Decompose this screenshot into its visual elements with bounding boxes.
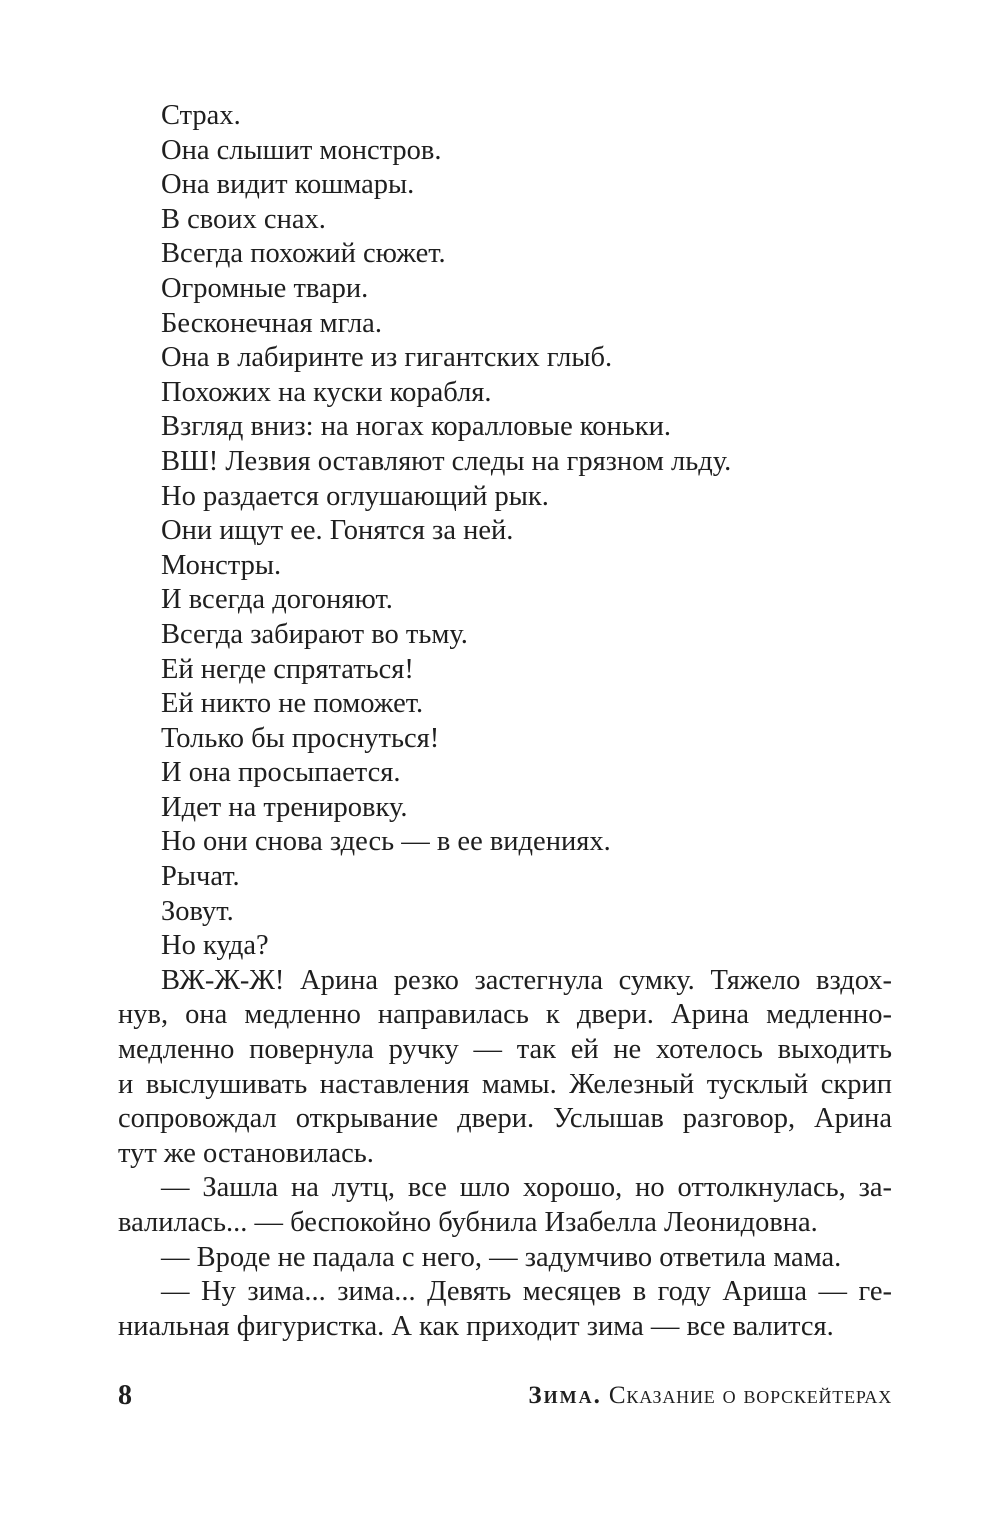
verse-line: Они ищут ее. Гонятся за ней. <box>161 515 514 547</box>
paragraph-line: ВЖ-Ж-Ж! Арина резко застегнула сумку. Тяжело вздох- <box>161 964 892 996</box>
verse-line: И она просыпается. <box>161 757 401 789</box>
verse-line: Она слышит монстров. <box>161 134 442 166</box>
verse-line: Ей негде спрятаться! <box>161 653 414 685</box>
verse-line: Бесконечная мгла. <box>161 307 382 339</box>
verse-line: Но куда? <box>161 930 269 962</box>
verse-line: Страх. <box>161 100 241 131</box>
verse-line: Взгляд вниз: на ногах коралловые коньки. <box>161 411 671 443</box>
paragraph-line: и выслушивать наставления мамы. Железный тусклый скрип <box>118 1068 892 1100</box>
verse-line: Всегда забирают во тьму. <box>161 618 468 650</box>
paragraph <box>118 1275 892 1344</box>
running-title-main: Зима. <box>528 1382 602 1409</box>
verse-line: Идет на тренировку. <box>161 791 408 823</box>
paragraph-line: — Вроде не падала с него, — задумчиво ответила мама. <box>161 1241 842 1273</box>
running-title-sub: Сказание о ворскейтерах <box>608 1382 892 1409</box>
verse-line: И всегда догоняют. <box>161 584 393 616</box>
paragraph-line: медленно повернула ручку — так ей не хотелось выходить <box>118 1034 892 1066</box>
verse-line: Похожих на куски корабля. <box>161 376 492 408</box>
paragraph <box>118 964 892 1172</box>
verse-line: Только бы проснуться! <box>161 722 440 754</box>
verse-line: В своих снах. <box>161 203 326 235</box>
verse-line: ВШ! Лезвия оставляют следы на грязном льду. <box>161 445 732 477</box>
page-footer <box>118 1376 892 1416</box>
verse-line: Огромные твари. <box>161 272 369 304</box>
verse-line: Она в лабиринте из гигантских глыб. <box>161 342 613 374</box>
verse-line: Зовут. <box>161 895 234 927</box>
paragraph-line: — Зашла на лутц, все шло хорошо, но оттолкнулась, за- <box>161 1172 892 1204</box>
verse-line: Но они снова здесь — в ее видениях. <box>161 826 611 858</box>
verse-line: Всегда похожий сюжет. <box>161 238 446 270</box>
verse-line: Ей никто не поможет. <box>161 688 424 720</box>
page-number: 8 <box>118 1380 132 1411</box>
verse-line: Монстры. <box>161 549 282 581</box>
paragraph-line: тут же остановилась. <box>118 1137 374 1169</box>
verse-line: Но раздается оглушающий рык. <box>161 480 549 512</box>
verse-line: Она видит кошмары. <box>161 169 415 201</box>
prose-section <box>118 964 892 1345</box>
paragraph-line: нув, она медленно направилась к двери. Арина медленно- <box>118 999 892 1031</box>
paragraph-line: сопровождал открывание двери. Услышав разговор, Арина <box>118 1103 892 1135</box>
verse-line: Рычат. <box>161 861 240 893</box>
paragraph <box>118 1171 892 1240</box>
paragraph-line: — Ну зима... зима... Девять месяцев в году Ариша — ге- <box>161 1276 892 1308</box>
paragraph <box>118 1241 892 1276</box>
text-block <box>118 99 892 1344</box>
running-title <box>528 1376 892 1416</box>
paragraph-line: ниальная фигуристка. А как приходит зима — все валится. <box>118 1310 834 1342</box>
verse-section <box>118 99 892 964</box>
paragraph-line: валилась... — беспокойно бубнила Изабелла Леонидовна. <box>118 1207 818 1238</box>
